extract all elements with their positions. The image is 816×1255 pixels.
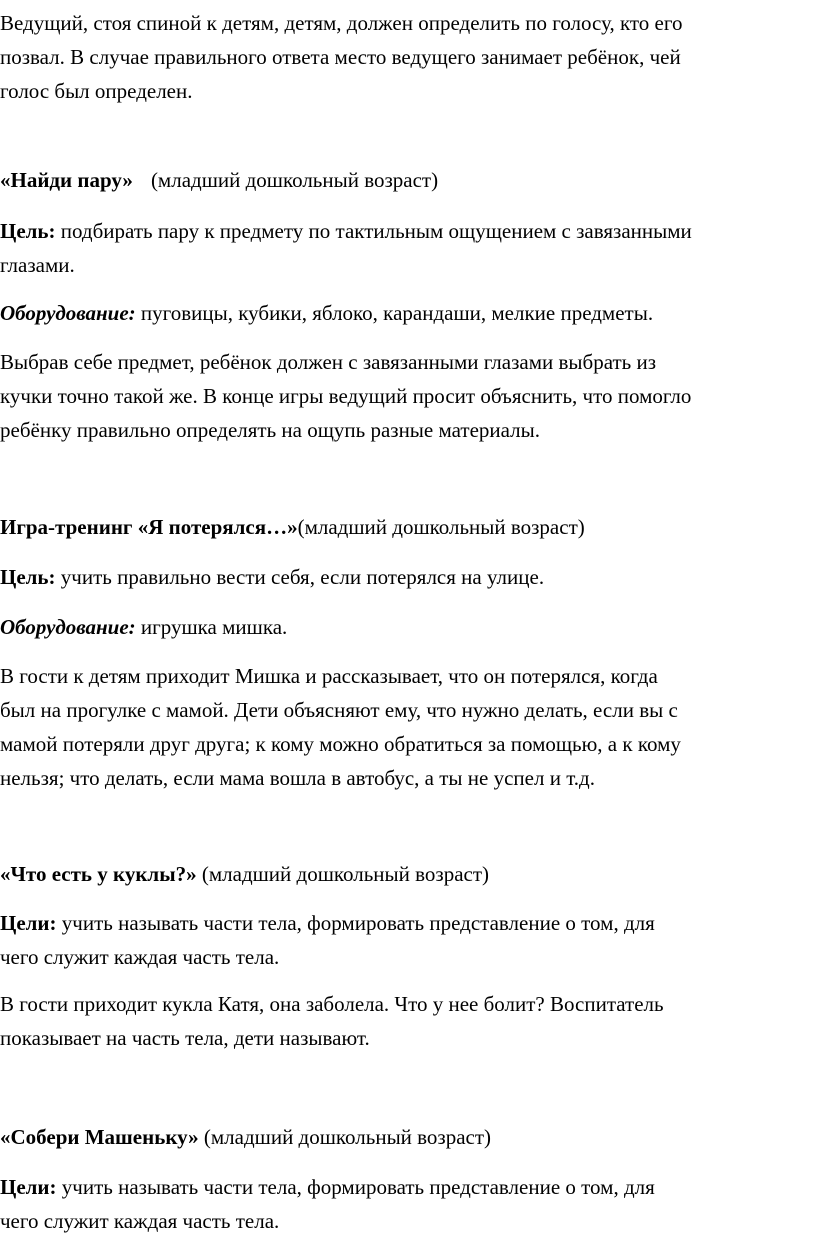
text-line: Ведущий, стоя спиной к детям, детям, должен определить по голосу, кто его bbox=[0, 11, 683, 35]
game3-heading bbox=[0, 857, 816, 891]
game2-goal-text: учить правильно вести себя, если потерялся на улице. bbox=[55, 565, 545, 589]
game1-goal bbox=[0, 214, 816, 282]
game3-title: «Что есть у куклы?» bbox=[0, 862, 197, 886]
text-line: голос был определен. bbox=[0, 79, 193, 103]
game3-goals-text-cont: чего служит каждая часть тела. bbox=[0, 945, 280, 969]
game4-goals-text-cont: чего служит каждая часть тела. bbox=[0, 1209, 280, 1233]
game1-goal-label: Цель: bbox=[0, 219, 56, 243]
game1-title: «Найди пару» bbox=[0, 168, 133, 192]
game2-equipment-label: Оборудование: bbox=[0, 615, 136, 639]
game4-age: (младший дошкольный возраст) bbox=[198, 1125, 492, 1149]
text-line: В гости приходит кукла Катя, она заболела. Что у нее болит? Воспитатель bbox=[0, 992, 664, 1016]
game1-goal-text-cont: глазами. bbox=[0, 253, 75, 277]
game1-goal-text: подбирать пару к предмету по тактильным ощущением с завязанными bbox=[55, 219, 692, 243]
text-line: нельзя; что делать, если мама вошла в автобус, а ты не успел и т.д. bbox=[0, 766, 595, 790]
game3-goals bbox=[0, 906, 816, 974]
text-line: Выбрав себе предмет, ребёнок должен с завязанными глазами выбрать из bbox=[0, 350, 657, 374]
game2-equipment-text: игрушка мишка. bbox=[135, 615, 288, 639]
text-line: мамой потеряли друг друга; к кому можно обратиться за помощью, а к кому bbox=[0, 732, 681, 756]
game4-title: «Собери Машеньку» bbox=[0, 1125, 199, 1149]
game3-goals-text: учить называть части тела, формировать представление о том, для bbox=[56, 911, 655, 935]
game2-age: (младший дошкольный возраст) bbox=[297, 515, 585, 539]
text-line: показывает на часть тела, дети называют. bbox=[0, 1026, 370, 1050]
text-line: В гости к детям приходит Мишка и рассказывает, что он потерялся, когда bbox=[0, 664, 658, 688]
game3-age: (младший дошкольный возраст) bbox=[196, 862, 490, 886]
game2-title: Игра-тренинг «Я потерялся…» bbox=[0, 515, 298, 539]
game2-goal-label: Цель: bbox=[0, 565, 56, 589]
game4-goals-text: учить называть части тела, формировать представление о том, для bbox=[56, 1175, 655, 1199]
text-line: позвал. В случае правильного ответа место ведущего занимает ребёнок, чей bbox=[0, 45, 681, 69]
game2-equipment bbox=[0, 610, 816, 644]
game3-description bbox=[0, 987, 816, 1055]
game4-heading bbox=[0, 1120, 816, 1154]
game2-description bbox=[0, 659, 816, 795]
game1-heading bbox=[0, 163, 816, 197]
game1-description bbox=[0, 345, 816, 447]
game2-goal bbox=[0, 560, 816, 594]
game3-goals-label: Цели: bbox=[0, 911, 57, 935]
game4-goals bbox=[0, 1170, 816, 1238]
game1-age: (младший дошкольный возраст) bbox=[150, 168, 439, 192]
text-line: ребёнку правильно определять на ощупь разные материалы. bbox=[0, 418, 540, 442]
game1-equipment-text: пуговицы, кубики, яблоко, карандаши, мелкие предметы. bbox=[135, 301, 654, 325]
game1-equipment bbox=[0, 296, 816, 330]
game1-equipment-label: Оборудование: bbox=[0, 301, 136, 325]
intro-paragraph bbox=[0, 6, 816, 108]
game4-goals-label: Цели: bbox=[0, 1175, 57, 1199]
text-line: кучки точно такой же. В конце игры ведущий просит объяснить, что помогло bbox=[0, 384, 692, 408]
text-line: был на прогулке с мамой. Дети объясняют ему, что нужно делать, если вы с bbox=[0, 698, 678, 722]
game2-heading bbox=[0, 510, 816, 544]
